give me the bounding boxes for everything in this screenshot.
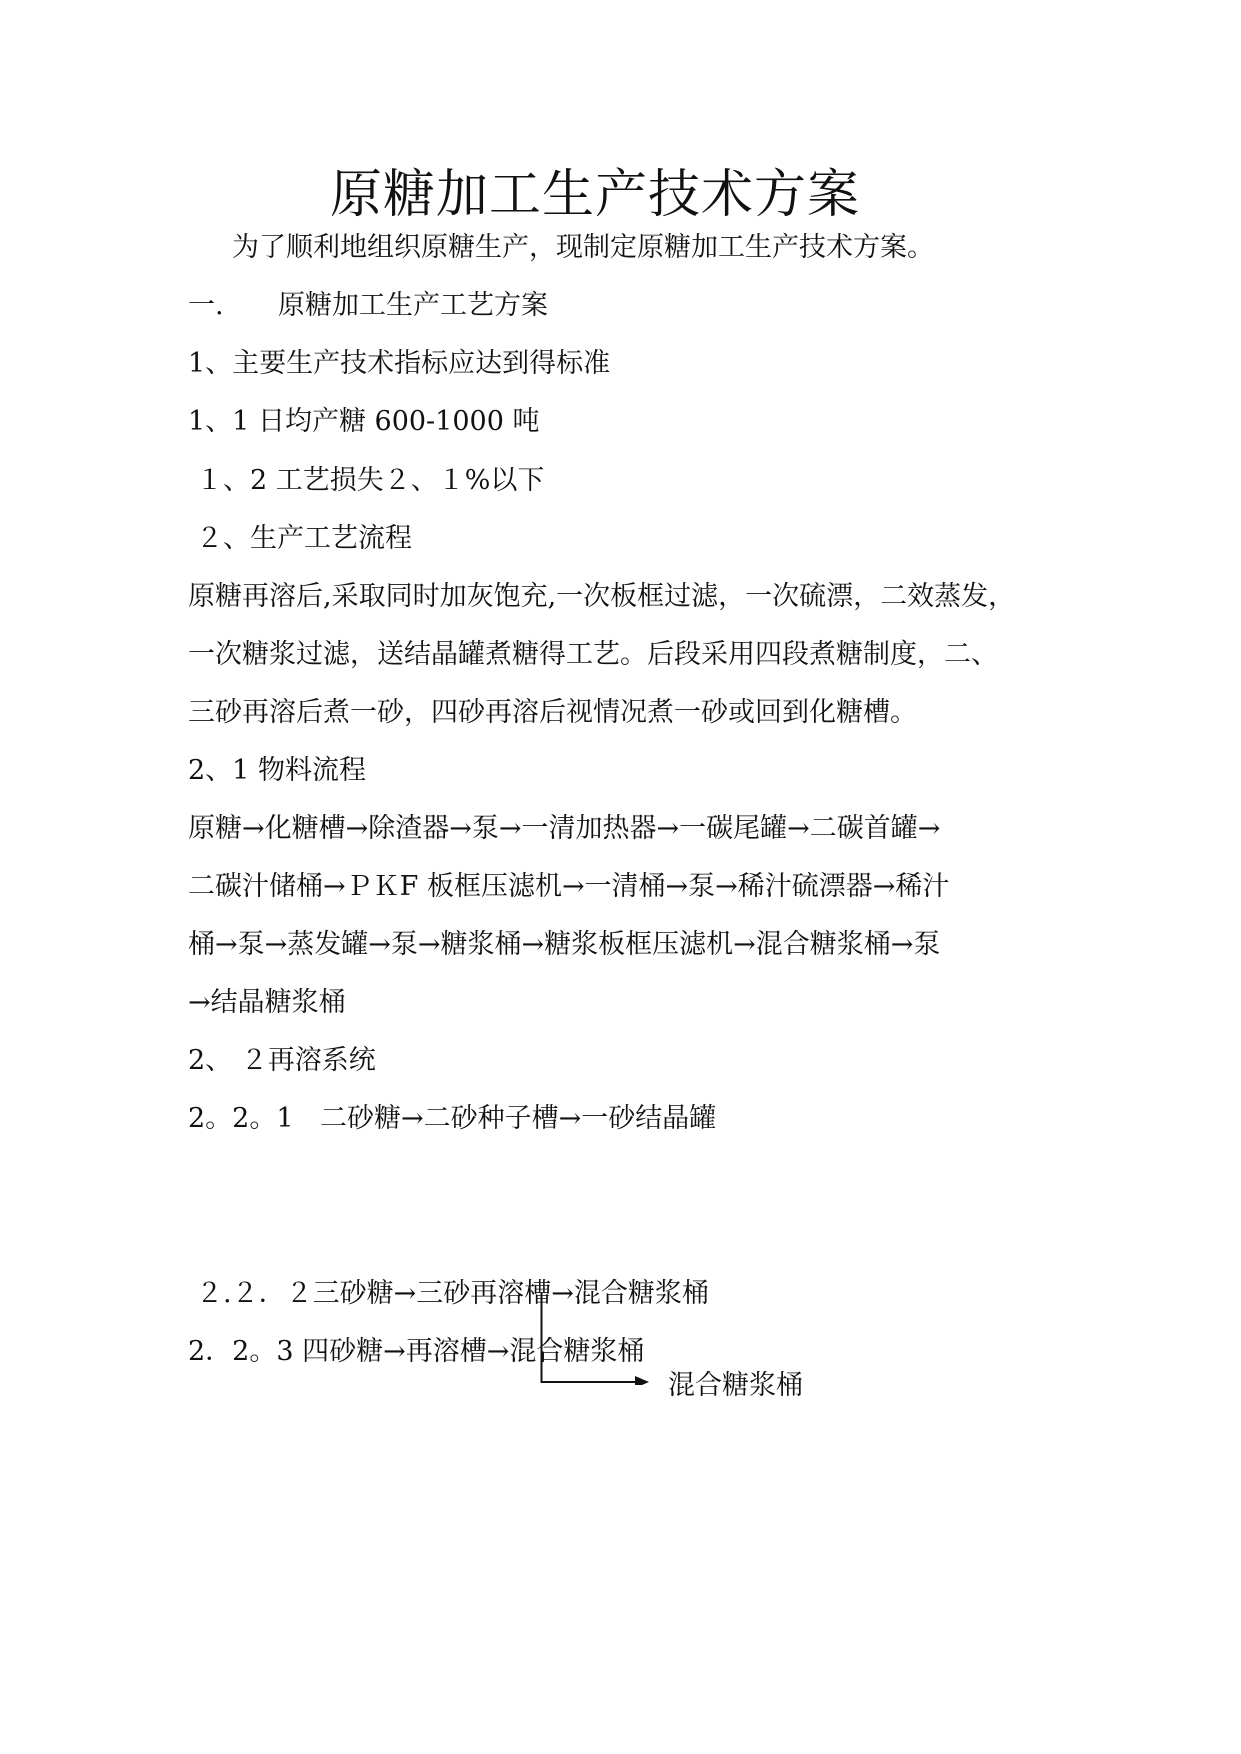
item-1-heading: 1、主要生产技术指标应达到得标准: [188, 348, 611, 379]
material-flow-line-4: →结晶糖浆桶: [188, 987, 346, 1018]
item-2-2-2: ２.２．２三砂糖→三砂再溶槽→混合糖浆桶: [196, 1278, 709, 1309]
material-flow-line-2: 二碳汁储桶→ＰＫF 板框压滤机→一清桶→泵→稀汁硫漂器→稀汁: [188, 871, 950, 902]
item-2-2-3: 2．2。3 四砂糖→再溶槽→混合糖浆桶: [188, 1336, 645, 1367]
process-line-2: 一次糖浆过滤，送结晶罐煮糖得工艺。后段采用四段煮糖制度，二、: [188, 639, 998, 670]
material-flow-line-1: 原糖→化糖槽→除渣器→泵→一清加热器→一碳尾罐→二碳首罐→: [188, 813, 941, 844]
section-1-number: 一.: [188, 290, 224, 321]
item-2-2-1: [188, 1099, 716, 1139]
process-line-1: 原糖再溶后,采取同时加灰饱充,一次板框过滤，一次硫漂，二效蒸发，: [188, 581, 1016, 612]
section-1-title: 原糖加工生产工艺方案: [278, 290, 548, 321]
branch-target-label: 混合糖浆桶: [668, 1370, 803, 1401]
item-1-2: １、2 工艺损失２、１%以下: [196, 465, 545, 496]
item-2-1-heading: 2、1 物料流程: [188, 755, 366, 786]
process-line-3: 三砂再溶后煮一砂，四砂再溶后视情况煮一砂或回到化糖槽。: [188, 697, 917, 728]
document-title: 原糖加工生产技术方案: [329, 165, 860, 225]
item-1-1: 1、1 日均产糖 600-1000 吨: [188, 406, 540, 437]
item-2-2-1-number: 2。2。1: [188, 1103, 294, 1134]
item-2-2-1-text: 二砂糖→二砂种子槽→一砂结晶罐: [320, 1103, 717, 1134]
item-2-heading: ２、生产工艺流程: [196, 523, 412, 554]
section-1-heading: [188, 286, 548, 326]
item-2-2-heading: 2、 ２再溶系统: [188, 1045, 376, 1076]
intro-paragraph: 为了顺利地组织原糖生产，现制定原糖加工生产技术方案。: [232, 232, 934, 263]
material-flow-line-3: 桶→泵→蒸发罐→泵→糖浆桶→糖浆板框压滤机→混合糖浆桶→泵: [188, 929, 941, 960]
